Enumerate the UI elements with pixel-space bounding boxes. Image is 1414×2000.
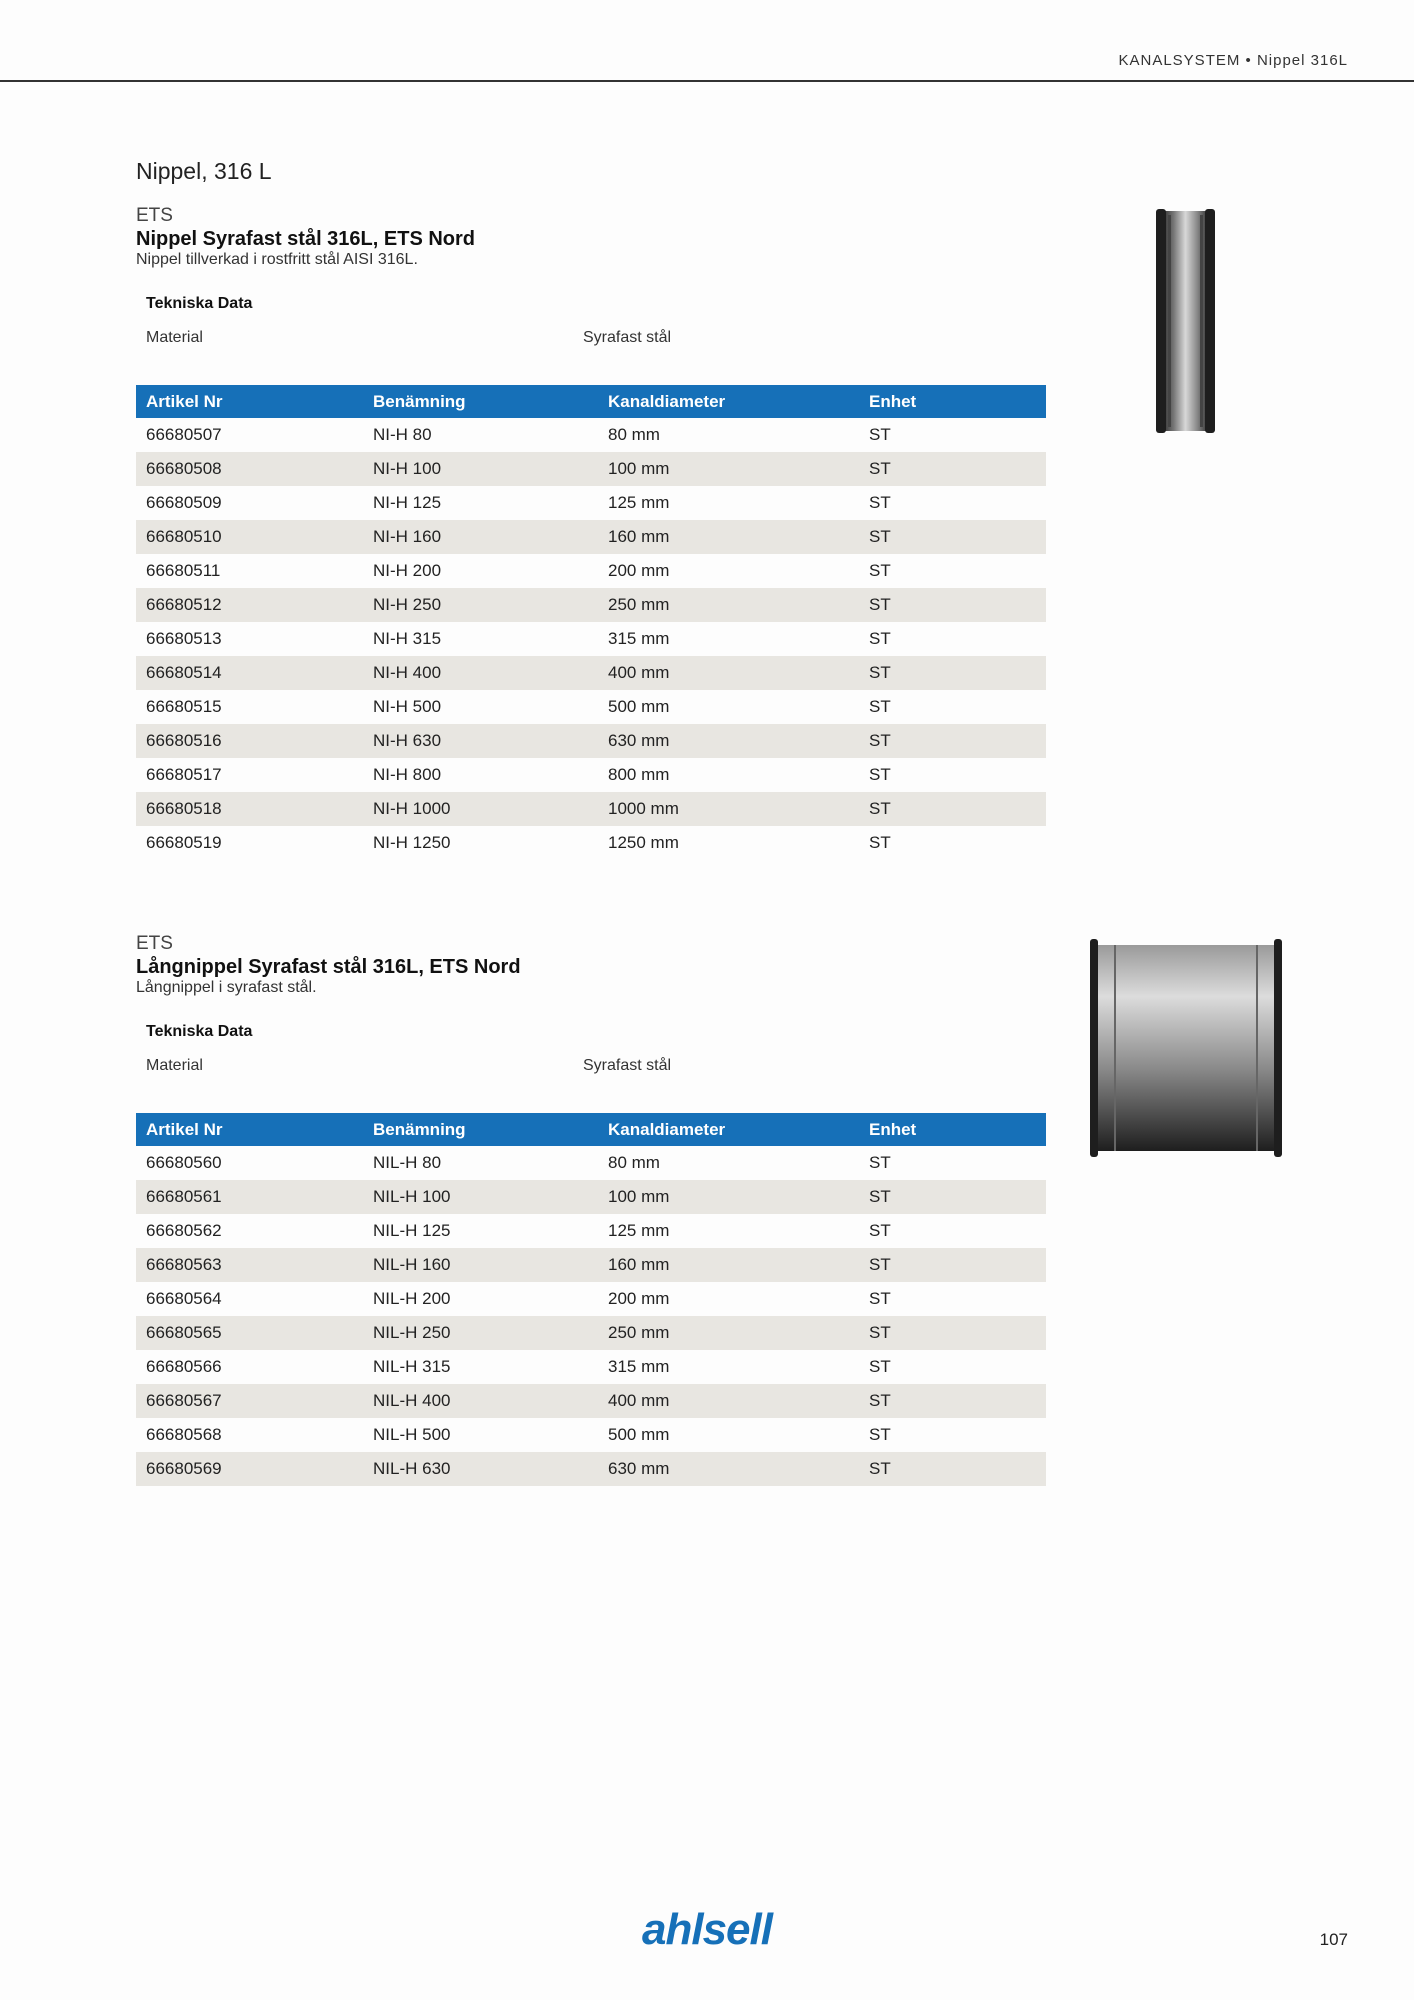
table-row — [136, 622, 1046, 656]
unit-cell: ST — [859, 792, 1046, 826]
table-body — [136, 1146, 1046, 1486]
article-number-cell: 66680562 — [146, 1221, 222, 1240]
designation-cell: NIL-H 200 — [373, 1289, 451, 1308]
article-number-cell: 66680517 — [146, 765, 222, 784]
article-number-cell: 66680514 — [136, 656, 363, 690]
article-number-cell: 66680566 — [146, 1357, 222, 1376]
langnippel-product-image — [1088, 935, 1284, 1161]
designation-cell: NIL-H 80 — [373, 1153, 442, 1172]
designation-cell: NI-H 500 — [373, 697, 442, 716]
table-row — [136, 520, 1046, 554]
unit-cell: ST — [869, 629, 891, 648]
designation-cell: NIL-H 500 — [373, 1425, 451, 1444]
designation-cell: NI-H 1000 — [363, 792, 598, 826]
duct-diameter-cell: 160 mm — [598, 1248, 859, 1282]
duct-diameter-cell: 125 mm — [608, 493, 670, 512]
table-row — [136, 724, 1046, 758]
header-divider — [0, 80, 1414, 82]
article-number-cell: 66680564 — [146, 1289, 222, 1308]
unit-cell: ST — [859, 1180, 1046, 1214]
unit-cell: ST — [869, 1153, 891, 1172]
tech-data-value: Syrafast stål — [583, 1057, 672, 1074]
article-number-cell: 66680510 — [136, 520, 363, 554]
unit-cell: ST — [869, 493, 891, 512]
article-number-cell: 66680511 — [146, 561, 221, 580]
ahlsell-logo: ahlsell — [642, 1905, 772, 1954]
table-row — [136, 1384, 1046, 1418]
unit-cell: ST — [859, 1248, 1046, 1282]
article-number-cell: 66680519 — [146, 833, 222, 852]
unit-cell: ST — [859, 520, 1046, 554]
article-number-cell: 66680560 — [146, 1153, 222, 1172]
table-row — [136, 690, 1046, 724]
table-row — [136, 826, 1046, 860]
column-header: Enhet — [859, 385, 1046, 418]
duct-diameter-cell: 400 mm — [598, 656, 859, 690]
product-section-nippel — [136, 205, 1046, 860]
table-row — [136, 486, 1046, 520]
duct-diameter-cell: 800 mm — [608, 765, 670, 784]
table-row — [136, 1350, 1046, 1384]
duct-diameter-cell: 400 mm — [598, 1384, 859, 1418]
column-header: Benämning — [363, 1113, 598, 1146]
table-header-row — [136, 1113, 1046, 1146]
duct-diameter-cell: 80 mm — [608, 425, 660, 444]
article-number-cell: 66680518 — [136, 792, 363, 826]
page-number: 107 — [1319, 1930, 1348, 1949]
unit-cell: ST — [859, 1452, 1046, 1486]
unit-cell: ST — [859, 724, 1046, 758]
tech-data-value: Syrafast stål — [583, 329, 672, 346]
designation-cell: NIL-H 630 — [363, 1452, 598, 1486]
article-number-cell: 66680507 — [146, 425, 222, 444]
table-header-row — [136, 385, 1046, 418]
article-number-cell: 66680568 — [146, 1425, 222, 1444]
table-row — [136, 1316, 1046, 1350]
duct-diameter-cell: 200 mm — [608, 561, 670, 580]
table-row — [136, 1146, 1046, 1180]
designation-cell: NIL-H 315 — [373, 1357, 451, 1376]
spec-table — [136, 1113, 1046, 1486]
duct-diameter-cell: 1000 mm — [598, 792, 859, 826]
column-header: Artikel Nr — [136, 385, 363, 418]
unit-cell: ST — [869, 561, 891, 580]
product-title: Nippel Syrafast stål 316L, ETS Nord — [136, 228, 475, 250]
duct-diameter-cell: 100 mm — [598, 1180, 859, 1214]
duct-diameter-cell: 125 mm — [608, 1221, 670, 1240]
product-description: Nippel tillverkad i rostfritt stål AISI 316L. — [136, 251, 418, 268]
product-description: Långnippel i syrafast stål. — [136, 979, 317, 996]
table-row — [136, 656, 1046, 690]
product-section-langnippel — [136, 933, 1046, 1486]
duct-diameter-cell: 630 mm — [598, 724, 859, 758]
tech-data-heading: Tekniska Data — [146, 1023, 253, 1040]
duct-diameter-cell: 250 mm — [598, 1316, 859, 1350]
unit-cell: ST — [869, 697, 891, 716]
table-row — [136, 792, 1046, 826]
article-number-cell: 66680512 — [136, 588, 363, 622]
unit-cell: ST — [859, 1316, 1046, 1350]
column-header: Benämning — [363, 385, 598, 418]
tech-data-label: Material — [146, 1057, 203, 1074]
unit-cell: ST — [869, 1289, 891, 1308]
duct-diameter-cell: 80 mm — [608, 1153, 660, 1172]
unit-cell: ST — [869, 1357, 891, 1376]
article-number-cell: 66680516 — [136, 724, 363, 758]
designation-cell: NIL-H 160 — [363, 1248, 598, 1282]
unit-cell: ST — [859, 452, 1046, 486]
unit-cell: ST — [869, 1425, 891, 1444]
designation-cell: NIL-H 250 — [363, 1316, 598, 1350]
brand-label: ETS — [136, 933, 173, 954]
column-header: Enhet — [859, 1113, 1046, 1146]
table-row — [136, 418, 1046, 452]
table-row — [136, 1248, 1046, 1282]
designation-cell: NI-H 1250 — [373, 833, 451, 852]
article-number-cell: 66680515 — [146, 697, 222, 716]
article-number-cell: 66680509 — [146, 493, 222, 512]
duct-diameter-cell: 1250 mm — [608, 833, 679, 852]
unit-cell: ST — [859, 588, 1046, 622]
table-body — [136, 418, 1046, 860]
duct-diameter-cell: 315 mm — [608, 1357, 670, 1376]
unit-cell: ST — [869, 425, 891, 444]
tech-data-row — [146, 329, 1046, 349]
article-number-cell: 66680563 — [136, 1248, 363, 1282]
table-row — [136, 1180, 1046, 1214]
designation-cell: NI-H 315 — [373, 629, 442, 648]
table-row — [136, 588, 1046, 622]
page-title: Nippel, 316 L — [136, 158, 272, 184]
designation-cell: NI-H 125 — [373, 493, 442, 512]
unit-cell: ST — [869, 1221, 891, 1240]
header-breadcrumb: KANALSYSTEM • Nippel 316L — [1118, 52, 1348, 69]
table-row — [136, 1418, 1046, 1452]
tech-data-heading: Tekniska Data — [146, 295, 253, 312]
table-row — [136, 452, 1046, 486]
designation-cell: NI-H 200 — [373, 561, 442, 580]
designation-cell: NI-H 250 — [363, 588, 598, 622]
designation-cell: NIL-H 125 — [373, 1221, 451, 1240]
designation-cell: NI-H 630 — [363, 724, 598, 758]
tech-data-label: Material — [146, 329, 203, 346]
designation-cell: NI-H 160 — [363, 520, 598, 554]
article-number-cell: 66680513 — [146, 629, 222, 648]
column-header: Kanaldiameter — [598, 385, 859, 418]
nippel-product-image — [1148, 205, 1223, 437]
designation-cell: NI-H 100 — [363, 452, 598, 486]
duct-diameter-cell: 630 mm — [598, 1452, 859, 1486]
unit-cell: ST — [869, 833, 891, 852]
duct-diameter-cell: 200 mm — [608, 1289, 670, 1308]
duct-diameter-cell: 500 mm — [608, 697, 670, 716]
column-header: Kanaldiameter — [598, 1113, 859, 1146]
table-row — [136, 1452, 1046, 1486]
designation-cell: NI-H 400 — [363, 656, 598, 690]
column-header: Artikel Nr — [136, 1113, 363, 1146]
designation-cell: NIL-H 400 — [363, 1384, 598, 1418]
article-number-cell: 66680565 — [136, 1316, 363, 1350]
table-row — [136, 758, 1046, 792]
article-number-cell: 66680569 — [136, 1452, 363, 1486]
unit-cell: ST — [859, 656, 1046, 690]
brand-label: ETS — [136, 205, 173, 226]
duct-diameter-cell: 250 mm — [598, 588, 859, 622]
product-title: Långnippel Syrafast stål 316L, ETS Nord — [136, 956, 521, 978]
article-number-cell: 66680561 — [136, 1180, 363, 1214]
designation-cell: NIL-H 100 — [363, 1180, 598, 1214]
duct-diameter-cell: 160 mm — [598, 520, 859, 554]
designation-cell: NI-H 800 — [373, 765, 442, 784]
designation-cell: NI-H 80 — [373, 425, 432, 444]
unit-cell: ST — [859, 1384, 1046, 1418]
duct-diameter-cell: 100 mm — [598, 452, 859, 486]
duct-diameter-cell: 500 mm — [608, 1425, 670, 1444]
tech-data-row — [146, 1057, 1046, 1077]
unit-cell: ST — [869, 765, 891, 784]
article-number-cell: 66680508 — [136, 452, 363, 486]
duct-diameter-cell: 315 mm — [608, 629, 670, 648]
table-row — [136, 1282, 1046, 1316]
table-row — [136, 1214, 1046, 1248]
spec-table — [136, 385, 1046, 860]
table-row — [136, 554, 1046, 588]
article-number-cell: 66680567 — [136, 1384, 363, 1418]
